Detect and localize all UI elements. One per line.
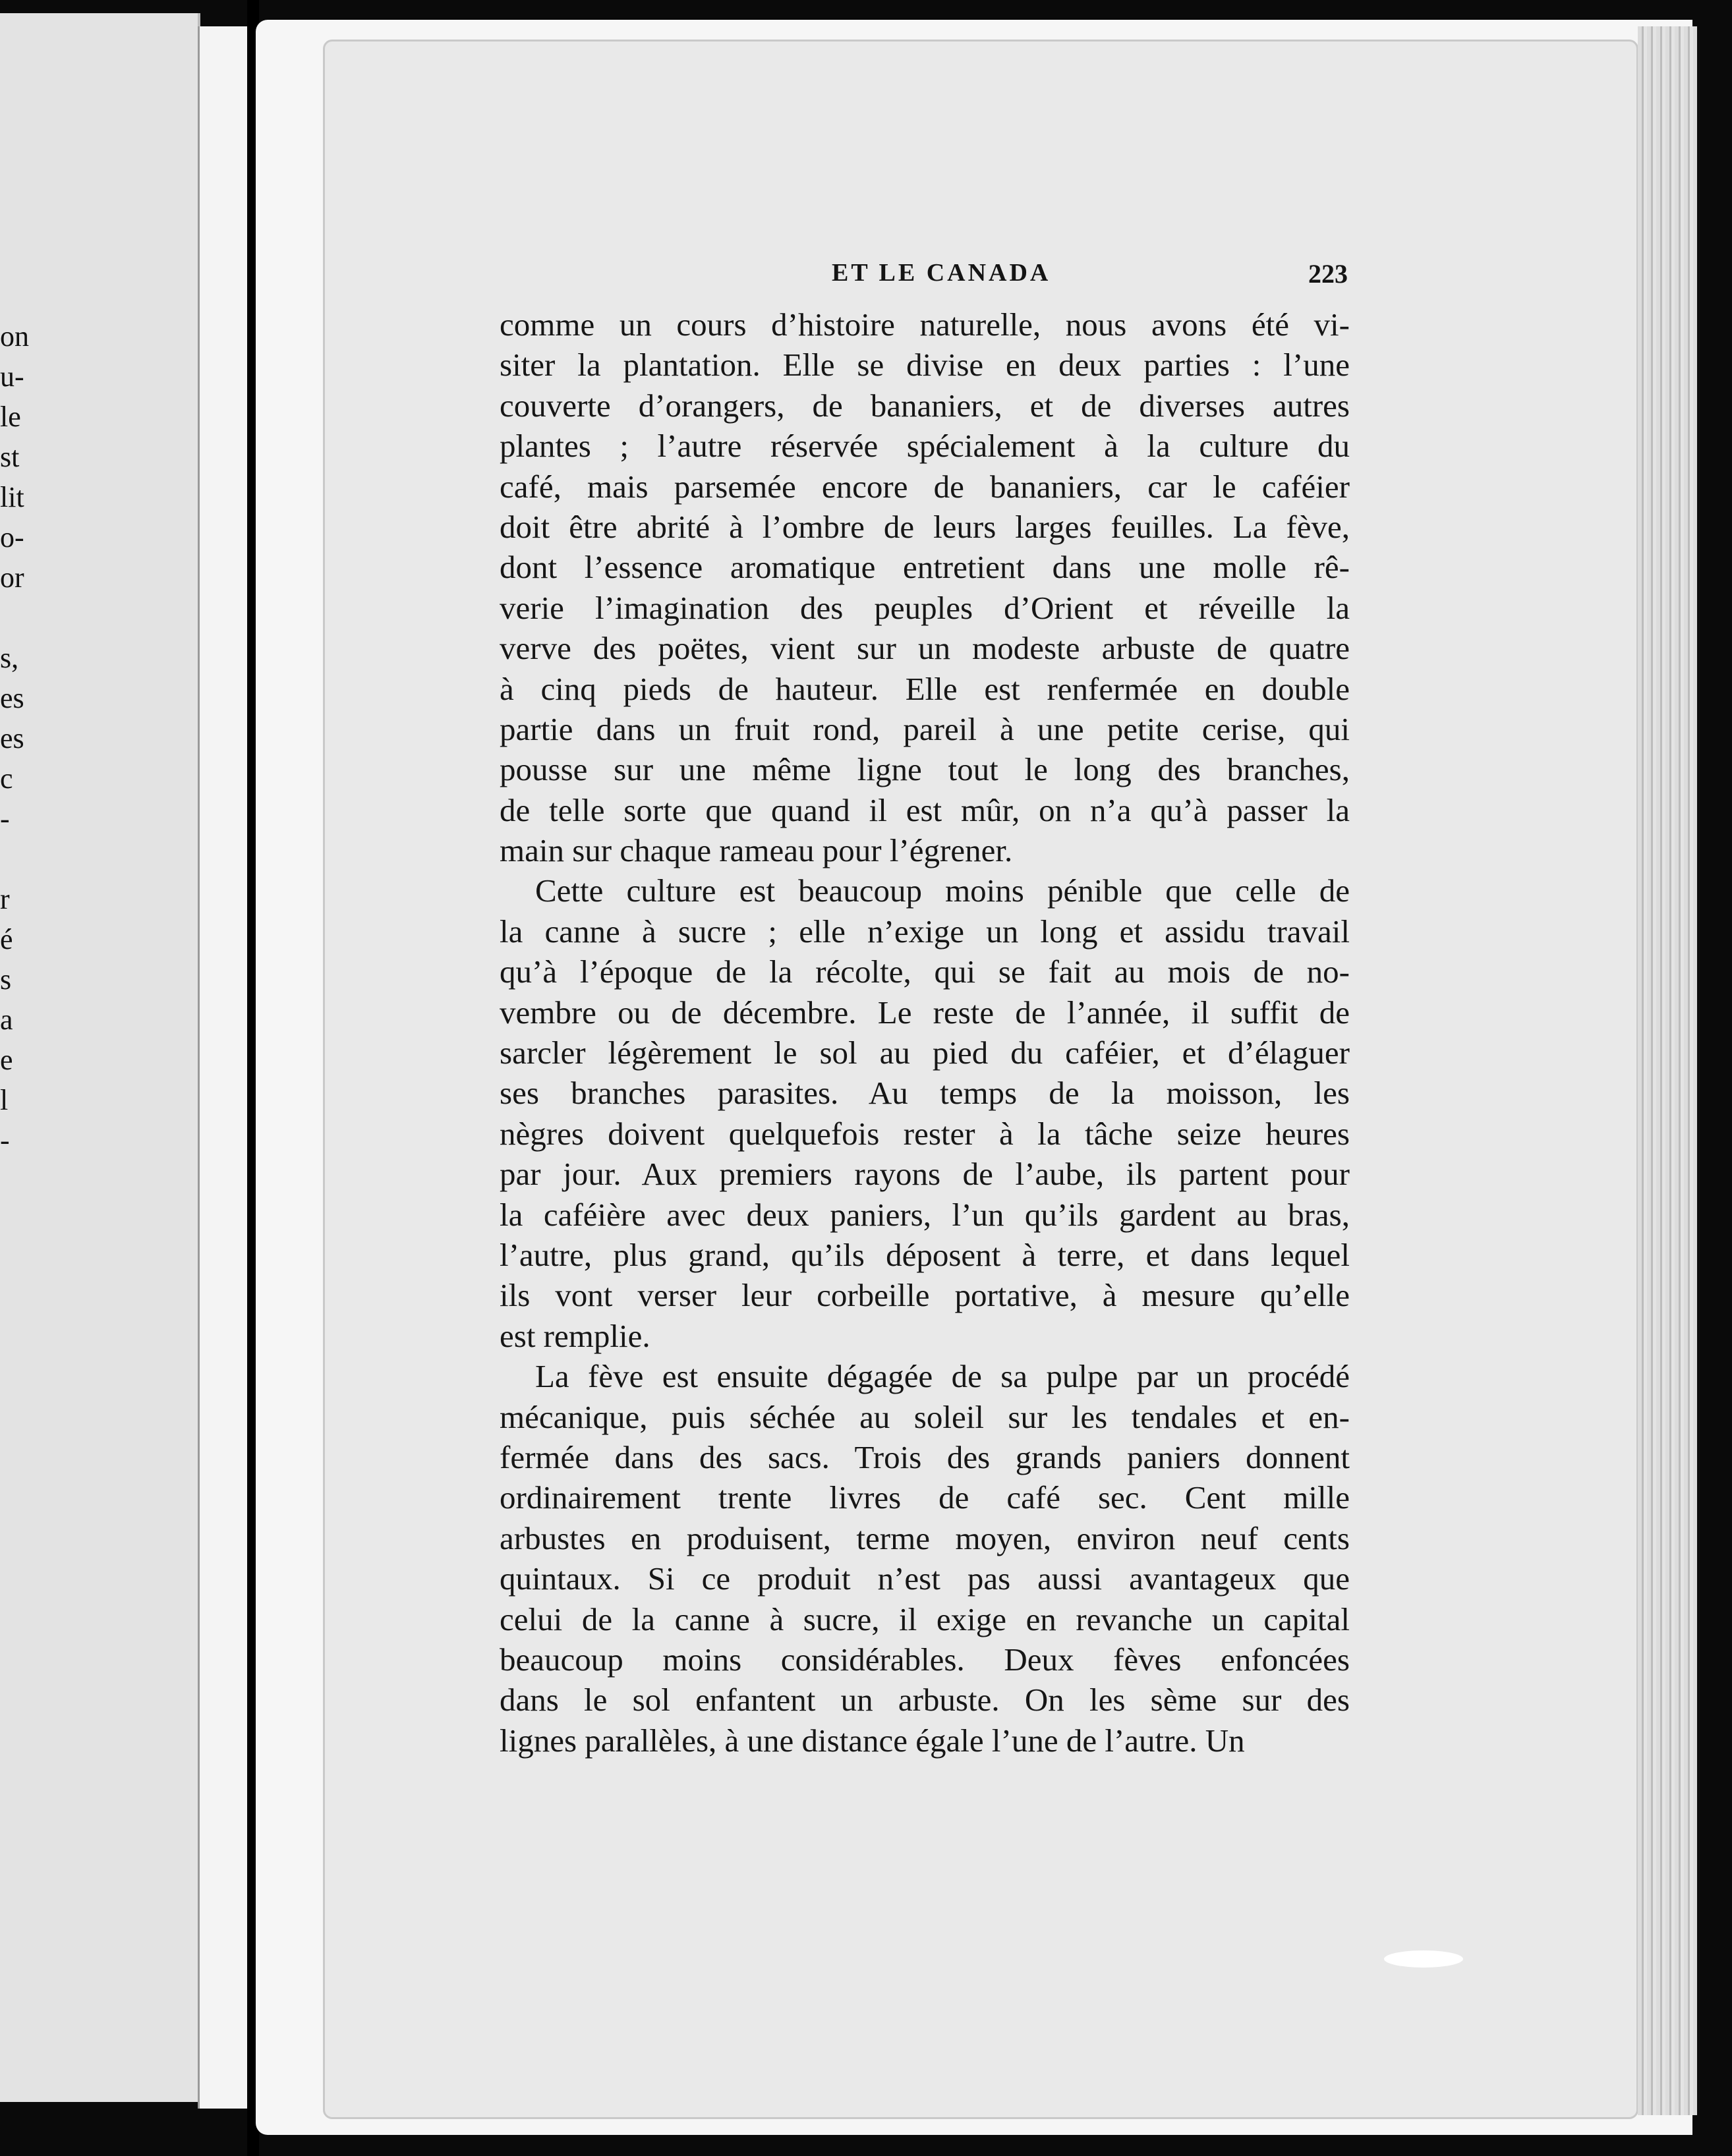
- previous-page-edge: [198, 26, 249, 2109]
- body-text: [500, 304, 1350, 1761]
- page-stack-edge: [1638, 26, 1697, 2115]
- text-line: lignes parallèles, à une distance égale l’une de l’autre. Un: [500, 1722, 1245, 1759]
- text-line: vembre ou de décembre. Le reste de l’année, il suffit de: [500, 994, 1350, 1031]
- previous-page-fragment: or: [0, 561, 24, 594]
- text-line: La fève est ensuite dégagée de sa pulpe par un procédé: [535, 1358, 1350, 1395]
- text-line: l’autre, plus grand, qu’ils déposent à terre, et dans lequel: [500, 1236, 1350, 1273]
- previous-page: [0, 13, 200, 2102]
- text-line: doit être abrité à l’ombre de leurs larges feuilles. La fève,: [500, 508, 1350, 545]
- text-line: arbustes en produisent, terme moyen, environ neuf cents: [500, 1519, 1350, 1556]
- previous-page-fragment: le: [0, 401, 21, 433]
- previous-page-fragment: [0, 598, 26, 638]
- previous-page-fragment: c: [0, 762, 13, 795]
- text-line: main sur chaque rameau pour l’égrener.: [500, 832, 1013, 869]
- text-line: couverte d’orangers, de bananiers, et de diverses autres: [500, 387, 1350, 424]
- previous-page-fragment: s,: [0, 642, 19, 674]
- text-line: qu’à l’époque de la récolte, qui se fait au mois de no-: [500, 953, 1350, 990]
- paragraph: [500, 304, 1350, 870]
- previous-page-fragment: r: [0, 883, 10, 915]
- text-line: comme un cours d’histoire naturelle, nous avons été vi-: [500, 306, 1350, 343]
- text-line: pousse sur une même ligne tout le long des branches,: [500, 751, 1350, 788]
- text-line: café, mais parsemée encore de bananiers, car le caféier: [500, 468, 1350, 505]
- previous-page-fragment: o-: [0, 521, 24, 553]
- text-line: quintaux. Si ce produit n’est pas aussi avantageux que: [500, 1560, 1350, 1597]
- previous-page-fragment: es: [0, 722, 24, 754]
- previous-page-fragment: l: [0, 1084, 9, 1116]
- text-line: ils vont verser leur corbeille portative, à mesure qu’elle: [500, 1277, 1350, 1314]
- text-line: mécanique, puis séchée au soleil sur les tendales et en-: [500, 1398, 1350, 1435]
- text-line: ordinairement trente livres de café sec. Cent mille: [500, 1479, 1350, 1516]
- previous-page-fragment: lit: [0, 481, 24, 513]
- previous-page-fragment: é: [0, 923, 13, 955]
- running-head: ET LE CANADA: [832, 259, 1051, 287]
- text-line: nègres doivent quelquefois rester à la tâche seize heures: [500, 1115, 1350, 1152]
- previous-page-fragment: s: [0, 963, 12, 996]
- text-line: fermée dans des sacs. Trois des grands paniers donnent: [500, 1438, 1350, 1475]
- previous-page-fragment: -: [0, 803, 10, 835]
- text-line: celui de la canne à sucre, il exige en revanche un capital: [500, 1601, 1350, 1637]
- text-line: verie l’imagination des peuples d’Orient et réveille la: [500, 589, 1350, 626]
- text-line: plantes ; l’autre réservée spécialement à la culture du: [500, 428, 1350, 465]
- page-number: 223: [1308, 259, 1348, 289]
- text-line: la caféière avec deux paniers, l’un qu’ils gardent au bras,: [500, 1196, 1350, 1233]
- paragraph: [500, 1356, 1350, 1761]
- text-line: à cinq pieds de hauteur. Elle est renfermée en double: [500, 670, 1350, 707]
- text-line: partie dans un fruit rond, pareil à une petite cerise, qui: [500, 710, 1350, 747]
- previous-page-fragment: -: [0, 1124, 10, 1156]
- text-line: sarcler légèrement le sol au pied du caféier, et d’élaguer: [500, 1035, 1350, 1071]
- text-line: est remplie.: [500, 1317, 650, 1354]
- text-line: par jour. Aux premiers rayons de l’aube, ils partent pour: [500, 1156, 1350, 1193]
- scan-speck: [1384, 1950, 1463, 1968]
- previous-page-fragment: u-: [0, 360, 24, 393]
- previous-page-fragment: es: [0, 682, 24, 714]
- text-line: ses branches parasites. Au temps de la moisson, les: [500, 1075, 1350, 1112]
- text-line: Cette culture est beaucoup moins pénible que celle de: [535, 872, 1350, 909]
- paragraph: [500, 870, 1350, 1356]
- text-line: beaucoup moins considérables. Deux fèves enfoncées: [500, 1641, 1350, 1678]
- previous-page-fragment: st: [0, 441, 20, 473]
- previous-page-text-fragments: [0, 316, 29, 1160]
- text-line: dont l’essence aromatique entretient dans une molle rê-: [500, 549, 1350, 586]
- previous-page-fragment: on: [0, 320, 29, 353]
- text-line: dans le sol enfantent un arbuste. On les sème sur des: [500, 1682, 1350, 1718]
- previous-page-fragment: e: [0, 1044, 13, 1076]
- text-line: de telle sorte que quand il est mûr, on n’a qu’à passer la: [500, 791, 1350, 828]
- previous-page-fragment: a: [0, 1004, 13, 1036]
- text-line: la canne à sucre ; elle n’exige un long et assidu travail: [500, 913, 1350, 950]
- previous-page-fragment: [0, 839, 26, 879]
- text-line: siter la plantation. Elle se divise en deux parties : l’une: [500, 347, 1350, 383]
- text-line: verve des poëtes, vient sur un modeste arbuste de quatre: [500, 630, 1350, 667]
